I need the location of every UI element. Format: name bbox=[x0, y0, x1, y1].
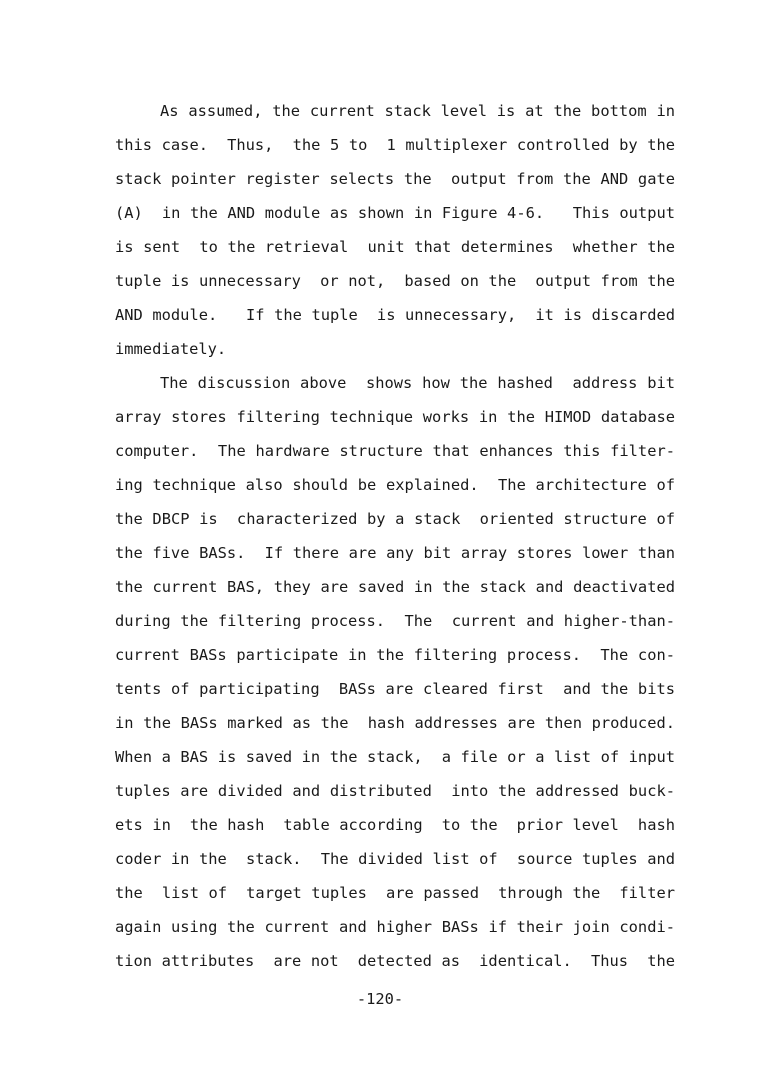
text-line: coder in the stack. The divided list of source tuples and bbox=[115, 850, 675, 868]
text-line: computer. The hardware structure that enhances this filter- bbox=[115, 442, 675, 460]
paragraph-1 bbox=[115, 94, 675, 366]
text-line: the current BAS, they are saved in the stack and deactivated bbox=[115, 578, 675, 596]
text-line: tuple is unnecessary or not, based on the output from the bbox=[115, 272, 675, 290]
text-line: When a BAS is saved in the stack, a file or a list of input bbox=[115, 748, 675, 766]
text-line: again using the current and higher BASs if their join condi- bbox=[115, 918, 675, 936]
text-line: current BASs participate in the filtering process. The con- bbox=[115, 646, 675, 664]
text-line: tents of participating BASs are cleared first and the bits bbox=[115, 680, 675, 698]
text-line: the five BASs. If there are any bit array stores lower than bbox=[115, 544, 675, 562]
text-line: (A) in the AND module as shown in Figure 4-6. This output bbox=[115, 204, 675, 222]
text-line: ets in the hash table according to the prior level hash bbox=[115, 816, 675, 834]
text-line: the list of target tuples are passed through the filter bbox=[115, 884, 675, 902]
text-line: ing technique also should be explained. The architecture of bbox=[115, 476, 675, 494]
text-line: The discussion above shows how the hashed address bit bbox=[160, 374, 675, 392]
text-line: during the filtering process. The current and higher-than- bbox=[115, 612, 675, 630]
text-line: stack pointer register selects the output from the AND gate bbox=[115, 170, 675, 188]
text-line: tion attributes are not detected as identical. Thus the bbox=[115, 952, 675, 970]
text-line: this case. Thus, the 5 to 1 multiplexer controlled by the bbox=[115, 136, 675, 154]
text-line: the DBCP is characterized by a stack oriented structure of bbox=[115, 510, 675, 528]
text-line: tuples are divided and distributed into the addressed buck- bbox=[115, 782, 675, 800]
text-line: AND module. If the tuple is unnecessary, it is discarded bbox=[115, 306, 675, 324]
page-number: -120- bbox=[356, 990, 404, 1008]
text-line: is sent to the retrieval unit that determines whether the bbox=[115, 238, 675, 256]
text-line: immediately. bbox=[115, 340, 227, 358]
text-line: As assumed, the current stack level is at the bottom in bbox=[160, 102, 675, 120]
text-line: in the BASs marked as the hash addresses are then produced. bbox=[115, 714, 675, 732]
document-page bbox=[115, 94, 675, 978]
paragraph-2 bbox=[115, 366, 675, 978]
text-line: array stores filtering technique works in the HIMOD database bbox=[115, 408, 675, 426]
